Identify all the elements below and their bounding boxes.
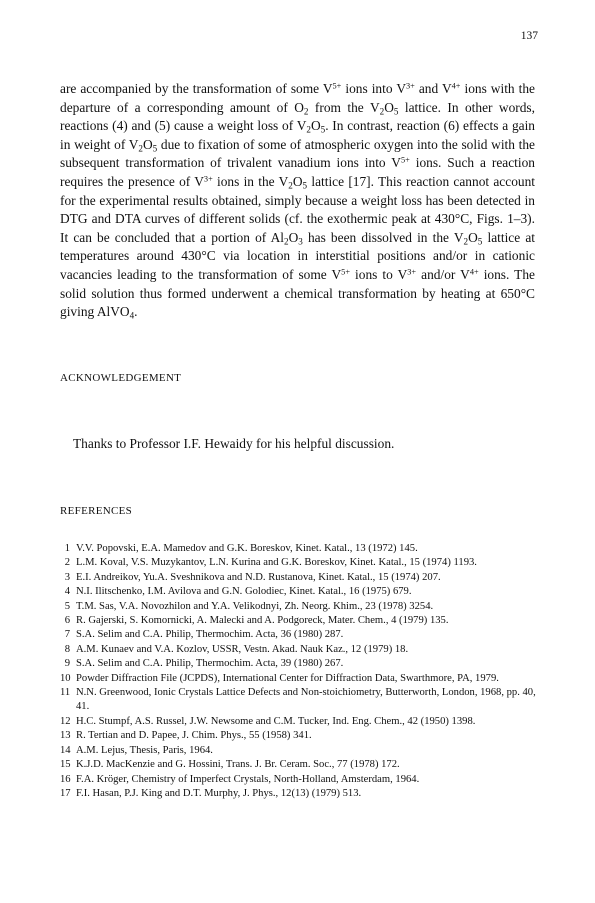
acknowledgement-text: Thanks to Professor I.F. Hewaidy for his helpful discussion.	[73, 436, 395, 451]
page-number: 137	[520, 30, 538, 42]
reference-item	[60, 571, 538, 585]
reference-item	[60, 729, 538, 743]
reference-number: 7	[64, 629, 70, 641]
reference-text: F.A. Kröger, Chemistry of Imperfect Crystals, North-Holland, Amsterdam, 1964.	[76, 773, 420, 785]
reference-number: 11	[60, 687, 71, 699]
reference-item	[60, 672, 538, 686]
reference-item	[60, 643, 538, 657]
reference-number: 6	[64, 615, 70, 627]
reference-item	[60, 657, 538, 671]
body-paragraph: are accompanied by the transformation of some $V^{5+}$ ions into $V^{3+}$ and $V^{4+}$ ions with the departure of a corresponding amount of $O_2$ from the $V_2O_5$ lattice. In other words, reactions (4) and (5) cause a weight loss of $V_2O_5$. In contrast, reaction (6) effects a gain in weight of $V_2O_5$ due to fixation of some of atmospheric oxygen into the solid with the subsequent transformation of trivalent vanadium ions into $V^{5+}$ ions. Such a reaction requires the presence of $V^{3+}$ ions in the $V_2O_5$ lattice [17]. This reaction cannot account for the experimental results obtained, simply because a weight loss has been detected in DTG and DTA curves of different solids (cf. the exothermic peak at 430°C, Figs. 1–3). It can be concluded that a portion of $Al_2O_3$ has been dissolved in the $V_2O_5$ lattice at temperatures around 430°C via location in interstitial positions and/or in cationic vacancies leading to the transformation of some $V^{5+}$ ions to $V^{3+}$ and/or $V^{4+}$ ions. The solid solution thus formed underwent a chemical transformation by heating at 650°C giving AlVO$_4$.	[60, 81, 536, 321]
reference-item	[60, 686, 538, 715]
reference-text: T.M. Sas, V.A. Novozhilon and Y.A. Velikodnyi, Zh. Neorg. Khim., 23 (1978) 3254.	[76, 600, 434, 612]
reference-item	[60, 600, 538, 614]
reference-item	[60, 542, 538, 556]
reference-text: V.V. Popovski, E.A. Mamedov and G.K. Boreskov, Kinet. Katal., 13 (1972) 145.	[76, 543, 418, 554]
reference-item	[60, 787, 538, 801]
reference-text: A.M. Kunaev and V.A. Kozlov, USSR, Vestn. Akad. Nauk Kaz., 12 (1979) 18.	[76, 643, 409, 655]
reference-item	[60, 585, 538, 599]
reference-text: Powder Diffraction File (JCPDS), International Center for Diffraction Data, Swarthmore, PA, 1979.	[76, 672, 499, 684]
reference-text: H.C. Stumpf, A.S. Russel, J.W. Newsome and C.M. Tucker, Ind. Eng. Chem., 42 (1950) 1398.	[76, 715, 476, 727]
reference-text: R. Gajerski, S. Komornicki, A. Malecki and A. Podgoreck, Mater. Chem., 4 (1979) 135.	[76, 615, 449, 627]
reference-item	[60, 744, 538, 758]
acknowledgement-heading: ACKNOWLEDGEMENT	[60, 372, 182, 384]
reference-number: 15	[60, 759, 71, 771]
reference-number: 12	[60, 715, 71, 727]
reference-text: F.I. Hasan, P.J. King and D.T. Murphy, J. Phys., 12(13) (1979) 513.	[76, 787, 362, 799]
reference-text: N.I. Ilitschenko, I.M. Avilova and G.N. Golodiec, Kinet. Katal., 16 (1975) 679.	[76, 586, 412, 598]
references-heading: REFERENCES	[60, 505, 133, 517]
reference-text: S.A. Selim and C.A. Philip, Thermochim. Acta, 39 (1980) 267.	[76, 658, 344, 670]
reference-text: E.I. Andreikov, Yu.A. Sveshnikova and N.D. Rustanova, Kinet. Katal., 15 (1974) 207.	[76, 571, 441, 583]
reference-item	[60, 628, 538, 642]
reference-number: 1	[64, 543, 70, 554]
reference-number: 13	[60, 730, 71, 742]
reference-item	[60, 758, 538, 772]
reference-number: 10	[60, 672, 71, 684]
reference-item	[60, 614, 538, 628]
reference-number: 17	[60, 787, 71, 799]
reference-text: L.M. Koval, V.S. Muzykantov, L.N. Kurina and G.K. Boreskov, Kinet. Katal., 15 (1974) 1193.	[76, 557, 477, 569]
reference-number: 2	[64, 557, 70, 569]
reference-number: 8	[64, 643, 70, 655]
reference-text: R. Tertian and D. Papee, J. Chim. Phys., 55 (1958) 341.	[76, 730, 312, 742]
reference-number: 16	[60, 773, 71, 785]
reference-number: 9	[64, 658, 70, 670]
reference-text: N.N. Greenwood, Ionic Crystals Lattice Defects and Non-stoichiometry, Butterworth, London, 1968, pp. 40, 41.	[76, 687, 536, 713]
reference-item	[60, 773, 538, 787]
reference-text: S.A. Selim and C.A. Philip, Thermochim. Acta, 36 (1980) 287.	[76, 629, 344, 641]
reference-item	[60, 556, 538, 570]
reference-text: A.M. Lejus, Thesis, Paris, 1964.	[76, 744, 213, 756]
reference-text: K.J.D. MacKenzie and G. Hossini, Trans. J. Br. Ceram. Soc., 77 (1978) 172.	[76, 759, 400, 771]
reference-number: 5	[64, 600, 70, 612]
reference-number: 3	[64, 571, 70, 583]
reference-number: 14	[60, 744, 71, 756]
reference-item	[60, 715, 538, 729]
reference-number: 4	[64, 586, 70, 598]
reference-list	[60, 542, 538, 801]
